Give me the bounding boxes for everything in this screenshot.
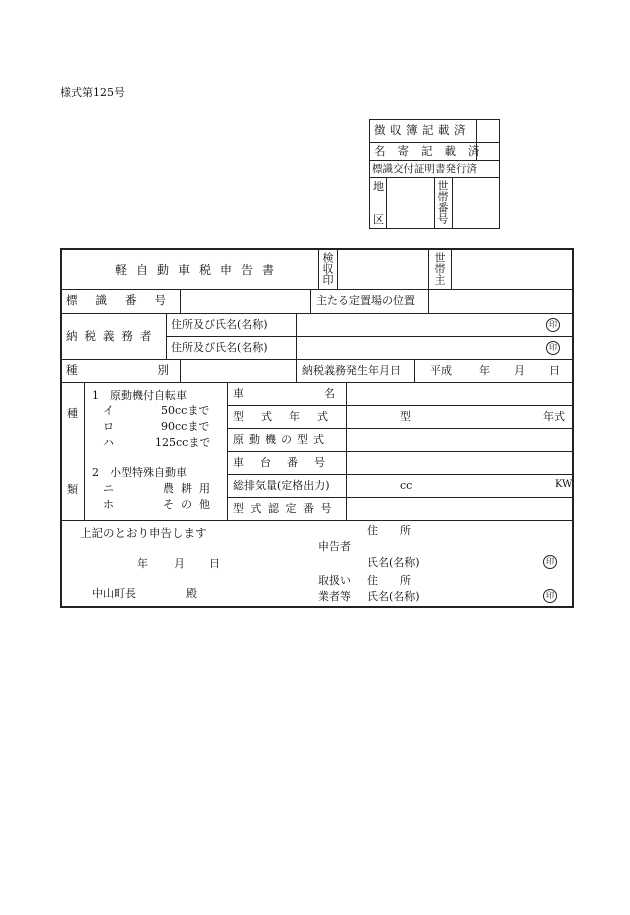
storage-location-label: 主たる定置場の位置 [316, 294, 415, 307]
form-number: 様式第125号 [60, 86, 125, 99]
group1-item-mark: ロ [103, 420, 114, 433]
year-unit: 年式 [543, 410, 565, 423]
household-number-label: 世帯番号 [436, 180, 449, 224]
category-label: 種別 [66, 363, 249, 377]
model-year-label: 型式年式 [233, 410, 345, 423]
handler-name-label: 氏名(名称) [367, 590, 420, 603]
declaration-month: 月 [174, 557, 185, 570]
taxpayer-label: 納税義務者 [66, 329, 159, 343]
group1-item-value: 125ccまで [155, 436, 211, 449]
group1-title: 1 原動機付自転車 [92, 389, 187, 402]
group2-item-mark: ニ [103, 482, 114, 495]
group1-item-mark: イ [103, 404, 114, 417]
seal-mark-icon: 印 [546, 341, 560, 355]
era-label: 平成 [430, 364, 452, 377]
group2-item-value: その他 [163, 498, 217, 511]
cc-unit: cc [400, 479, 413, 492]
seal-mark-icon: 印 [546, 318, 560, 332]
addressee: 中山町長 [92, 587, 136, 600]
approval-number-label: 型式認定番号 [233, 502, 338, 515]
day-label: 日 [549, 364, 560, 377]
obligation-date-label: 納税義務発生年月日 [302, 364, 401, 377]
model-unit: 型 [400, 410, 411, 423]
district-label-bottom: 区 [373, 213, 384, 226]
form-title: 軽自動車税申告書 [115, 263, 284, 277]
ledger-entered: 徴収簿記載済 [374, 123, 470, 137]
category-side-bottom: 類 [67, 483, 78, 496]
group2-item-mark: ホ [103, 498, 114, 511]
seal-mark-icon: 印 [543, 555, 557, 569]
seal-mark-icon: 印 [543, 589, 557, 603]
group1-item-value: 90ccまで [161, 420, 210, 433]
kw-unit: KW [555, 479, 573, 490]
declaration-statement: 上記のとおり申告します [80, 526, 207, 540]
group1-item-value: 50ccまで [161, 404, 210, 417]
householder-label: 世帯主 [433, 252, 446, 285]
year-label: 年 [479, 364, 490, 377]
chassis-number-label: 車台番号 [233, 456, 341, 469]
handler-address-label: 住 所 [367, 574, 411, 587]
declarant-name-label: 氏名(名称) [367, 556, 420, 569]
engine-model-label: 原動機の型式 [233, 433, 329, 446]
handler-label-1: 取扱い [318, 574, 351, 587]
plate-certificate-issued: 標識交付証明書発行済 [372, 163, 477, 175]
group2-item-value: 農耕用 [163, 482, 217, 495]
displacement-label: 総排気量(定格出力) [233, 479, 330, 492]
declarant-label: 申告者 [318, 540, 351, 553]
address-name-label-2: 住所及び氏名(名称) [171, 341, 268, 354]
month-label: 月 [514, 364, 525, 377]
inspection-seal-label: 検収印 [321, 252, 334, 285]
group2-title: 2 小型特殊自動車 [92, 466, 187, 479]
group1-item-mark: ハ [103, 436, 114, 449]
plate-number-label: 標識番号 [66, 293, 184, 307]
vehicle-name-label: 車名 [233, 387, 415, 400]
declaration-year: 年 [137, 557, 148, 570]
district-label-top: 地 [373, 180, 384, 193]
honorific: 殿 [186, 587, 197, 600]
declarant-address-label: 住 所 [367, 524, 411, 537]
handler-label-2: 業者等 [318, 590, 351, 603]
address-name-label-1: 住所及び氏名(名称) [171, 318, 268, 331]
name-register-entered: 名寄記載済 [374, 144, 492, 158]
category-side-top: 種 [67, 407, 78, 420]
declaration-day: 日 [209, 557, 220, 570]
